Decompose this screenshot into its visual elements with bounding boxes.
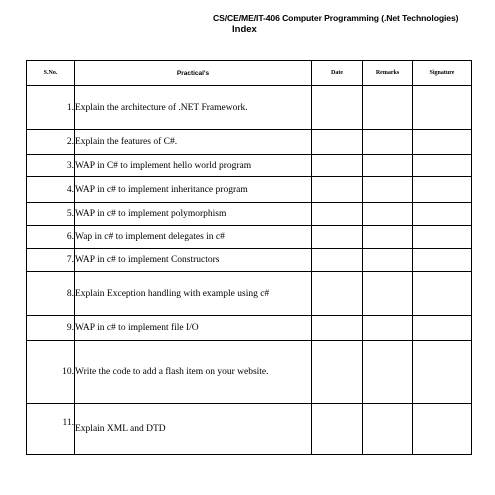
row-sno: 6. <box>27 226 75 249</box>
row-remarks-cell <box>363 404 413 455</box>
course-title: CS/CE/ME/IT-406 Computer Programming (.Net Technologies) <box>213 13 459 23</box>
row-practical: WAP in c# to implement polymorphism <box>75 203 312 226</box>
row-date-cell <box>312 86 363 130</box>
row-date-cell <box>312 341 363 404</box>
column-header-date: Date <box>312 61 363 86</box>
row-sno: 7. <box>27 249 75 272</box>
row-sno: 4. <box>27 177 75 203</box>
row-sno: 8. <box>27 272 75 316</box>
row-practical: Explain the architecture of .NET Framework. <box>75 86 312 130</box>
row-remarks-cell <box>363 272 413 316</box>
practicals-index-table <box>26 60 472 455</box>
row-date-cell <box>312 177 363 203</box>
row-remarks-cell <box>363 155 413 177</box>
row-remarks-cell <box>363 249 413 272</box>
row-sno: 1. <box>27 86 75 130</box>
row-practical: Explain XML and DTD <box>75 404 312 455</box>
row-remarks-cell <box>363 316 413 341</box>
row-sno: 10. <box>27 341 75 404</box>
column-header-sno: S.No. <box>27 61 75 86</box>
row-signature-cell <box>413 155 472 177</box>
table-row <box>27 86 472 130</box>
row-practical: Explain Exception handling with example using c# <box>75 272 312 316</box>
row-signature-cell <box>413 226 472 249</box>
row-date-cell <box>312 316 363 341</box>
row-practical: WAP in c# to implement inheritance program <box>75 177 312 203</box>
table-row <box>27 272 472 316</box>
row-remarks-cell <box>363 177 413 203</box>
column-header-remarks: Remarks <box>363 61 413 86</box>
row-sno: 3. <box>27 155 75 177</box>
table-row <box>27 177 472 203</box>
row-date-cell <box>312 249 363 272</box>
row-date-cell <box>312 203 363 226</box>
row-date-cell <box>312 226 363 249</box>
row-signature-cell <box>413 272 472 316</box>
row-practical: WAP in c# to implement file I/O <box>75 316 312 341</box>
row-sno: 5. <box>27 203 75 226</box>
table-header-row <box>27 61 472 86</box>
row-date-cell <box>312 272 363 316</box>
row-practical: WAP in c# to implement Constructors <box>75 249 312 272</box>
table-row <box>27 249 472 272</box>
row-sno: 9. <box>27 316 75 341</box>
row-remarks-cell <box>363 341 413 404</box>
row-signature-cell <box>413 341 472 404</box>
row-date-cell <box>312 155 363 177</box>
row-remarks-cell <box>363 86 413 130</box>
table-row <box>27 155 472 177</box>
row-signature-cell <box>413 130 472 155</box>
row-sno: 11. <box>27 404 75 455</box>
row-signature-cell <box>413 86 472 130</box>
row-practical: Write the code to add a flash item on your website. <box>75 341 312 404</box>
index-heading: Index <box>232 24 257 35</box>
table-row <box>27 130 472 155</box>
row-signature-cell <box>413 249 472 272</box>
row-date-cell <box>312 130 363 155</box>
column-header-signature: Signature <box>413 61 472 86</box>
row-sno: 2. <box>27 130 75 155</box>
table-row <box>27 203 472 226</box>
row-date-cell <box>312 404 363 455</box>
row-practical: Explain the features of C#. <box>75 130 312 155</box>
row-remarks-cell <box>363 226 413 249</box>
row-remarks-cell <box>363 203 413 226</box>
table-row <box>27 341 472 404</box>
table-row <box>27 404 472 455</box>
table-row <box>27 316 472 341</box>
row-signature-cell <box>413 203 472 226</box>
table-row <box>27 226 472 249</box>
row-signature-cell <box>413 404 472 455</box>
row-signature-cell <box>413 316 472 341</box>
row-practical: Wap in c# to implement delegates in c# <box>75 226 312 249</box>
row-signature-cell <box>413 177 472 203</box>
row-practical: WAP in C# to implement hello world program <box>75 155 312 177</box>
column-header-practicals: Practical's <box>75 61 312 86</box>
row-remarks-cell <box>363 130 413 155</box>
